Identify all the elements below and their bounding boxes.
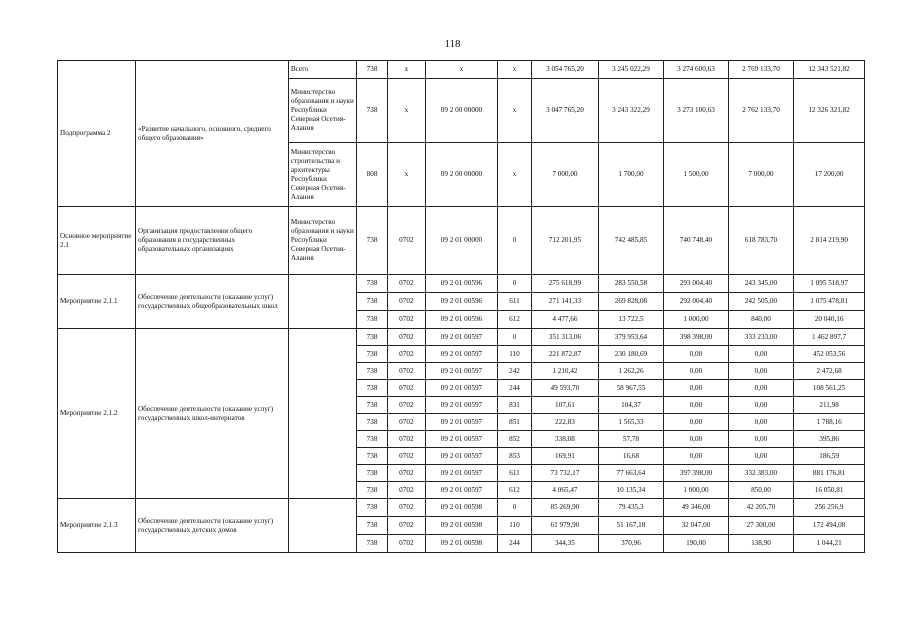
amount-cell: 0,00 — [728, 397, 794, 414]
csr-cell: 09 2 01 00597 — [426, 482, 498, 499]
amount-cell: 104,37 — [598, 397, 664, 414]
rz-cell: 0702 — [387, 482, 425, 499]
table-row — [58, 61, 865, 79]
amount-cell: 42 205,70 — [728, 499, 794, 517]
amount-cell: 172 494,08 — [794, 517, 865, 535]
rz-cell: 0702 — [387, 414, 425, 431]
rz-cell: 0702 — [387, 397, 425, 414]
amount-cell: 740 748,40 — [664, 207, 728, 275]
vr-cell: 0 — [497, 499, 531, 517]
amount-cell: 32 047,00 — [664, 517, 728, 535]
amount-cell: 3 054 765,20 — [532, 61, 599, 79]
executor-cell: Всего — [288, 61, 357, 79]
amount-cell: 351 313,06 — [532, 329, 599, 346]
grbs-cell: 738 — [357, 311, 387, 329]
grbs-cell: 738 — [357, 448, 387, 465]
vr-cell: х — [497, 79, 531, 143]
vr-cell: 0 — [497, 275, 531, 293]
rz-cell: 0702 — [387, 517, 425, 535]
amount-cell: 16 050,81 — [794, 482, 865, 499]
table-row — [58, 329, 865, 346]
amount-cell: 742 485,85 — [598, 207, 664, 275]
amount-cell: 57,78 — [598, 431, 664, 448]
amount-cell: 0,00 — [728, 363, 794, 380]
amount-cell: 0,00 — [664, 414, 728, 431]
amount-cell: 3 274 600,63 — [664, 61, 728, 79]
grbs-cell: 738 — [357, 61, 387, 79]
amount-cell: 2 472,68 — [794, 363, 865, 380]
rz-cell: 0702 — [387, 346, 425, 363]
amount-cell: 3 245 022,29 — [598, 61, 664, 79]
amount-cell: 1 700,00 — [598, 143, 664, 207]
csr-cell: 09 2 00 00000 — [426, 143, 498, 207]
grbs-cell: 738 — [357, 499, 387, 517]
executor-cell: Министерство образования и науки Республики Северная Осетия-Алания — [288, 79, 357, 143]
amount-cell: 0,00 — [664, 448, 728, 465]
amount-cell: 230 180,69 — [598, 346, 664, 363]
grbs-cell: 738 — [357, 380, 387, 397]
amount-cell: 107,61 — [532, 397, 599, 414]
amount-cell: 20 040,16 — [794, 311, 865, 329]
amount-cell: 293 004,40 — [664, 275, 728, 293]
amount-cell: 333 233,00 — [728, 329, 794, 346]
amount-cell: 17 200,00 — [794, 143, 865, 207]
amount-cell: 0,00 — [728, 414, 794, 431]
amount-cell: 850,00 — [728, 482, 794, 499]
csr-cell: 09 2 01 00597 — [426, 380, 498, 397]
amount-cell: 1 788,16 — [794, 414, 865, 431]
rz-cell: 0702 — [387, 363, 425, 380]
vr-cell: 853 — [497, 448, 531, 465]
vr-cell: х — [497, 143, 531, 207]
amount-cell: 2 769 133,70 — [728, 61, 794, 79]
executor-cell: Министерство строительства и архитектуры Республики Северная Осетия-Алания — [288, 143, 357, 207]
amount-cell: 51 167,18 — [598, 517, 664, 535]
amount-cell: 256 256,9 — [794, 499, 865, 517]
amount-cell: 58 967,55 — [598, 380, 664, 397]
block-name: Обеспечение деятельности (оказание услуг) государственных общеобразовательных школ — [135, 275, 288, 329]
amount-cell: 3 047 765,20 — [532, 79, 599, 143]
amount-cell: 0,00 — [664, 363, 728, 380]
csr-cell: 09 2 01 00000 — [426, 207, 498, 275]
amount-cell: 283 550,58 — [598, 275, 664, 293]
rz-cell: х — [387, 143, 425, 207]
executor-cell — [288, 275, 357, 329]
rz-cell: х — [387, 61, 425, 79]
amount-cell: 370,96 — [598, 535, 664, 553]
amount-cell: 1 565,33 — [598, 414, 664, 431]
amount-cell: 379 953,64 — [598, 329, 664, 346]
amount-cell: 881 176,81 — [794, 465, 865, 482]
rz-cell: 0702 — [387, 311, 425, 329]
amount-cell: 27 300,00 — [728, 517, 794, 535]
amount-cell: 1 095 518,97 — [794, 275, 865, 293]
csr-cell: 09 2 01 00598 — [426, 517, 498, 535]
amount-cell: 840,00 — [728, 311, 794, 329]
amount-cell: 1 000,00 — [664, 482, 728, 499]
amount-cell: 398 398,00 — [664, 329, 728, 346]
vr-cell: 244 — [497, 535, 531, 553]
block-name: Обеспечение деятельности (оказание услуг) государственных детских домов — [135, 499, 288, 553]
rz-cell: х — [387, 79, 425, 143]
amount-cell: 108 561,25 — [794, 380, 865, 397]
amount-cell: 395,86 — [794, 431, 865, 448]
csr-cell: 09 2 01 00597 — [426, 397, 498, 414]
rz-cell: 0702 — [387, 535, 425, 553]
amount-cell: 242 505,00 — [728, 293, 794, 311]
grbs-cell: 738 — [357, 363, 387, 380]
csr-cell: 09 2 01 00597 — [426, 346, 498, 363]
amount-cell: 0,00 — [664, 431, 728, 448]
amount-cell: 0,00 — [728, 380, 794, 397]
amount-cell: 12 326 321,82 — [794, 79, 865, 143]
amount-cell: 79 435,3 — [598, 499, 664, 517]
amount-cell: 190,00 — [664, 535, 728, 553]
grbs-cell: 738 — [357, 517, 387, 535]
amount-cell: 0,00 — [664, 380, 728, 397]
csr-cell: 09 2 01 00598 — [426, 535, 498, 553]
amount-cell: 1 075 478,81 — [794, 293, 865, 311]
rz-cell: 0702 — [387, 465, 425, 482]
grbs-cell: 738 — [357, 397, 387, 414]
vr-cell: 110 — [497, 346, 531, 363]
amount-cell: 332 383,00 — [728, 465, 794, 482]
amount-cell: 3 273 100,63 — [664, 79, 728, 143]
budget-table — [57, 60, 865, 553]
block-label: Мероприятие 2.1.2 — [58, 329, 136, 499]
grbs-cell: 738 — [357, 535, 387, 553]
amount-cell: 271 141,33 — [532, 293, 599, 311]
amount-cell: 618 783,70 — [728, 207, 794, 275]
amount-cell: 2 814 219,90 — [794, 207, 865, 275]
amount-cell: 0,00 — [664, 397, 728, 414]
amount-cell: 7 000,00 — [728, 143, 794, 207]
amount-cell: 1 210,42 — [532, 363, 599, 380]
rz-cell: 0702 — [387, 448, 425, 465]
vr-cell: 110 — [497, 517, 531, 535]
amount-cell: 1 262,26 — [598, 363, 664, 380]
amount-cell: 397 398,00 — [664, 465, 728, 482]
csr-cell: 09 2 01 00598 — [426, 499, 498, 517]
rz-cell: 0702 — [387, 293, 425, 311]
vr-cell: 852 — [497, 431, 531, 448]
rz-cell: 0702 — [387, 431, 425, 448]
csr-cell: 09 2 01 00596 — [426, 311, 498, 329]
amount-cell: 138,90 — [728, 535, 794, 553]
csr-cell: 09 2 00 00000 — [426, 79, 498, 143]
amount-cell: 1 500,00 — [664, 143, 728, 207]
amount-cell: 712 201,95 — [532, 207, 599, 275]
amount-cell: 4 477,66 — [532, 311, 599, 329]
grbs-cell: 738 — [357, 79, 387, 143]
grbs-cell: 738 — [357, 275, 387, 293]
vr-cell: 0 — [497, 329, 531, 346]
rz-cell: 0702 — [387, 329, 425, 346]
vr-cell: 612 — [497, 482, 531, 499]
csr-cell: 09 2 01 00596 — [426, 275, 498, 293]
table-row — [58, 207, 865, 275]
amount-cell: 275 618,99 — [532, 275, 599, 293]
amount-cell: 7 000,00 — [532, 143, 599, 207]
amount-cell: 3 243 322,29 — [598, 79, 664, 143]
rz-cell: 0702 — [387, 275, 425, 293]
amount-cell: 1 000,00 — [664, 311, 728, 329]
amount-cell: 0,00 — [728, 448, 794, 465]
amount-cell: 73 732,17 — [532, 465, 599, 482]
block-name: Обеспечение деятельности (оказание услуг) государственных школ-интернатов — [135, 329, 288, 499]
amount-cell: 243 345,00 — [728, 275, 794, 293]
grbs-cell: 738 — [357, 431, 387, 448]
amount-cell: 338,08 — [532, 431, 599, 448]
amount-cell: 2 762 133,70 — [728, 79, 794, 143]
block-label: Мероприятие 2.1.1 — [58, 275, 136, 329]
amount-cell: 1 462 897,7 — [794, 329, 865, 346]
page-number: 118 — [444, 38, 461, 50]
csr-cell: 09 2 01 00597 — [426, 363, 498, 380]
amount-cell: 85 269,90 — [532, 499, 599, 517]
grbs-cell: 738 — [357, 346, 387, 363]
executor-cell: Министерство образования и науки Республики Северная Осетия-Алания — [288, 207, 357, 275]
amount-cell: 269 828,08 — [598, 293, 664, 311]
grbs-cell: 738 — [357, 329, 387, 346]
amount-cell: 13 722,5 — [598, 311, 664, 329]
table-row — [58, 275, 865, 293]
amount-cell: 452 053,56 — [794, 346, 865, 363]
grbs-cell: 738 — [357, 293, 387, 311]
amount-cell: 222,83 — [532, 414, 599, 431]
grbs-cell: 738 — [357, 414, 387, 431]
vr-cell: 851 — [497, 414, 531, 431]
amount-cell: 49 593,70 — [532, 380, 599, 397]
amount-cell: 0,00 — [728, 346, 794, 363]
vr-cell: х — [497, 61, 531, 79]
vr-cell: 611 — [497, 465, 531, 482]
csr-cell: 09 2 01 00597 — [426, 414, 498, 431]
csr-cell: 09 2 01 00597 — [426, 329, 498, 346]
amount-cell: 16,68 — [598, 448, 664, 465]
amount-cell: 292 004,40 — [664, 293, 728, 311]
executor-cell — [288, 329, 357, 499]
amount-cell: 12 343 521,82 — [794, 61, 865, 79]
grbs-cell: 738 — [357, 482, 387, 499]
vr-cell: 242 — [497, 363, 531, 380]
csr-cell: 09 2 01 00597 — [426, 431, 498, 448]
block-label: Мероприятие 2.1.3 — [58, 499, 136, 553]
grbs-cell: 738 — [357, 465, 387, 482]
amount-cell: 211,98 — [794, 397, 865, 414]
executor-cell — [288, 499, 357, 553]
amount-cell: 344,35 — [532, 535, 599, 553]
amount-cell: 4 065,47 — [532, 482, 599, 499]
amount-cell: 0,00 — [728, 431, 794, 448]
amount-cell: 61 979,90 — [532, 517, 599, 535]
rz-cell: 0702 — [387, 380, 425, 397]
grbs-cell: 738 — [357, 207, 387, 275]
amount-cell: 186,59 — [794, 448, 865, 465]
block-label: Основное мероприятие 2.1 — [58, 207, 136, 275]
table-row — [58, 499, 865, 517]
csr-cell: 09 2 01 00597 — [426, 465, 498, 482]
amount-cell: 0,00 — [664, 346, 728, 363]
vr-cell: 612 — [497, 311, 531, 329]
rz-cell: 0702 — [387, 499, 425, 517]
block-label: Подпрограмма 2 — [58, 61, 136, 207]
grbs-cell: 808 — [357, 143, 387, 207]
vr-cell: 0 — [497, 207, 531, 275]
amount-cell: 221 872,87 — [532, 346, 599, 363]
csr-cell: 09 2 01 00596 — [426, 293, 498, 311]
amount-cell: 169,91 — [532, 448, 599, 465]
vr-cell: 831 — [497, 397, 531, 414]
amount-cell: 10 135,34 — [598, 482, 664, 499]
amount-cell: 1 044,21 — [794, 535, 865, 553]
amount-cell: 49 346,00 — [664, 499, 728, 517]
rz-cell: 0702 — [387, 207, 425, 275]
csr-cell: 09 2 01 00597 — [426, 448, 498, 465]
csr-cell: х — [426, 61, 498, 79]
vr-cell: 244 — [497, 380, 531, 397]
vr-cell: 611 — [497, 293, 531, 311]
block-name: «Развитие начального, основного, среднего общего образования» — [135, 61, 288, 207]
block-name: Организация предоставления общего образования в государственных образовательных организациях — [135, 207, 288, 275]
amount-cell: 77 663,64 — [598, 465, 664, 482]
